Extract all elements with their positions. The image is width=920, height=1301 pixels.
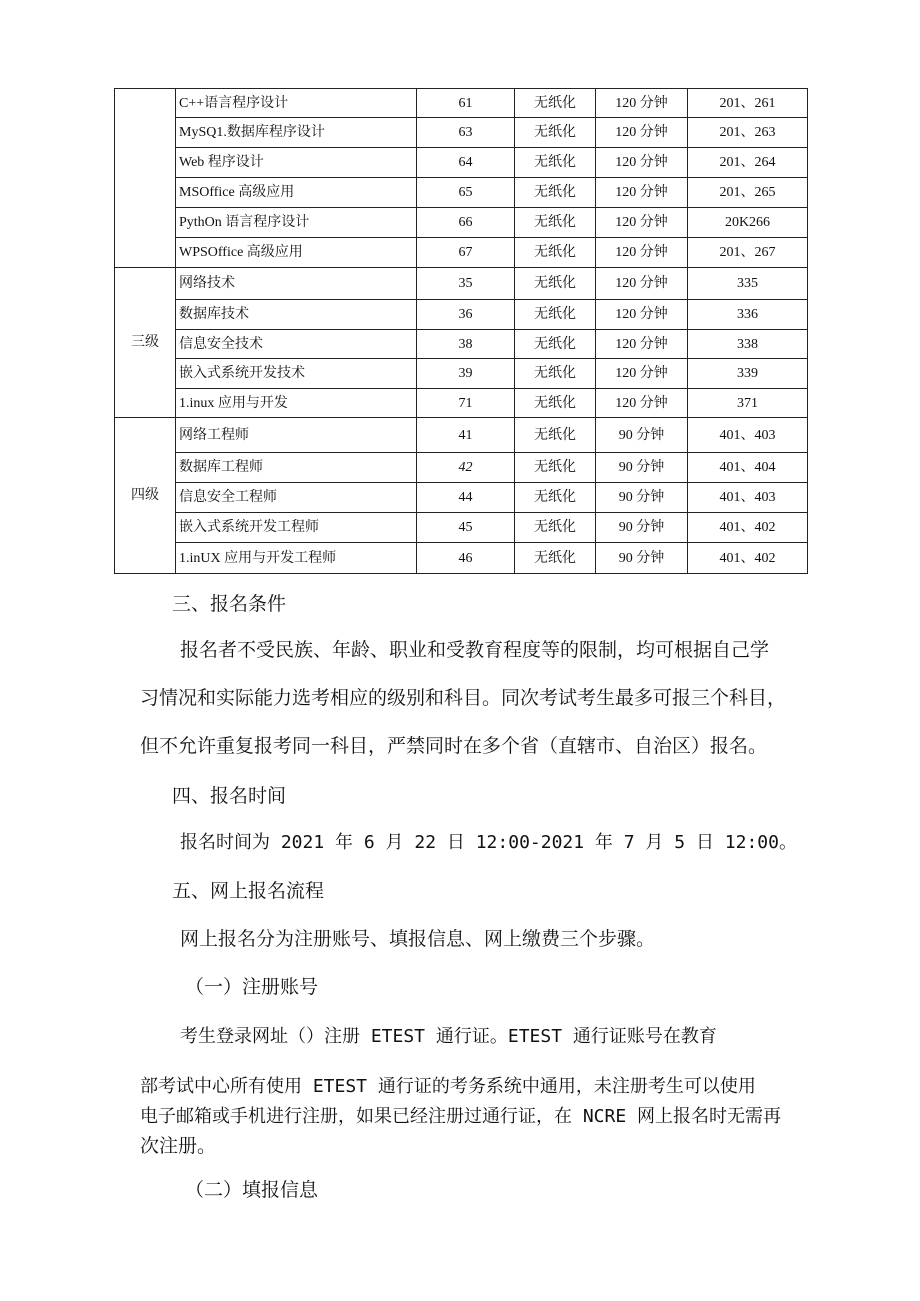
exam-duration: 120 分钟 [596, 148, 688, 178]
table-row [115, 268, 808, 300]
exam-combo: 401、403 [688, 483, 808, 513]
subject-code: 42 [417, 453, 515, 483]
exam-mode: 无纸化 [515, 148, 596, 178]
exam-duration: 90 分钟 [596, 453, 688, 483]
subject-code: 44 [417, 483, 515, 513]
subject-code: 46 [417, 543, 515, 574]
subject-name: MySQ1.数据库程序设计 [176, 118, 417, 148]
exam-duration: 120 分钟 [596, 89, 688, 118]
paragraph-line: 次注册。 [140, 1135, 217, 1157]
subject-code: 65 [417, 178, 515, 208]
exam-combo: 201、263 [688, 118, 808, 148]
exam-mode: 无纸化 [515, 330, 596, 359]
table-row [115, 513, 808, 543]
exam-combo: 201、267 [688, 238, 808, 268]
subject-code: 45 [417, 513, 515, 543]
exam-duration: 120 分钟 [596, 389, 688, 418]
section-heading-online-process: 五、网上报名流程 [172, 880, 325, 902]
subject-name: 数据库技术 [176, 300, 417, 330]
subject-code: 63 [417, 118, 515, 148]
exam-mode: 无纸化 [515, 389, 596, 418]
exam-combo: 201、261 [688, 89, 808, 118]
exam-combo: 201、265 [688, 178, 808, 208]
section-heading-registration-conditions: 三、报名条件 [172, 593, 287, 615]
subject-name: 网络工程师 [176, 418, 417, 453]
exam-mode: 无纸化 [515, 178, 596, 208]
exam-mode: 无纸化 [515, 300, 596, 330]
subject-code: 64 [417, 148, 515, 178]
subject-code: 67 [417, 238, 515, 268]
exam-combo: 335 [688, 268, 808, 300]
subject-code: 71 [417, 389, 515, 418]
subject-name: 信息安全工程师 [176, 483, 417, 513]
exam-duration: 120 分钟 [596, 330, 688, 359]
table-row [115, 418, 808, 453]
subject-code: 39 [417, 359, 515, 389]
subject-name: Web 程序设计 [176, 148, 417, 178]
exam-duration: 90 分钟 [596, 483, 688, 513]
exam-mode: 无纸化 [515, 208, 596, 238]
exam-combo: 201、264 [688, 148, 808, 178]
section-heading-registration-time: 四、报名时间 [172, 785, 287, 807]
subject-name: 网络技术 [176, 268, 417, 300]
exam-combo: 401、402 [688, 543, 808, 574]
subject-name: MSOffice 高级应用 [176, 178, 417, 208]
exam-combo: 338 [688, 330, 808, 359]
exam-duration: 120 分钟 [596, 268, 688, 300]
paragraph-line: 但不允许重复报考同一科目，严禁同时在多个省（直辖市、自治区）报名。 [140, 735, 768, 757]
exam-combo: 401、402 [688, 513, 808, 543]
exam-mode: 无纸化 [515, 543, 596, 574]
exam-combo: 336 [688, 300, 808, 330]
exam-mode: 无纸化 [515, 238, 596, 268]
table-row [115, 359, 808, 389]
subject-name: PythOn 语言程序设计 [176, 208, 417, 238]
exam-duration: 120 分钟 [596, 208, 688, 238]
table-row [115, 543, 808, 574]
table-row [115, 453, 808, 483]
subject-name: C++语言程序设计 [176, 89, 417, 118]
table-row [115, 89, 808, 118]
paragraph-line: 考生登录网址（）注册 ETEST 通行证。ETEST 通行证账号在教育 [180, 1026, 717, 1047]
table-row [115, 148, 808, 178]
exam-combo: 401、403 [688, 418, 808, 453]
subject-name: 信息安全技术 [176, 330, 417, 359]
subject-code: 66 [417, 208, 515, 238]
subject-code: 35 [417, 268, 515, 300]
subject-code: 36 [417, 300, 515, 330]
exam-mode: 无纸化 [515, 118, 596, 148]
exam-mode: 无纸化 [515, 268, 596, 300]
table-row [115, 389, 808, 418]
exam-duration: 120 分钟 [596, 178, 688, 208]
registration-time-text: 报名时间为 2021 年 6 月 22 日 12:00-2021 年 7 月 5 日 12:00。 [180, 832, 797, 853]
exam-combo: 371 [688, 389, 808, 418]
subject-name: 1.inux 应用与开发 [176, 389, 417, 418]
exam-duration: 120 分钟 [596, 118, 688, 148]
subject-name: 1.inUX 应用与开发工程师 [176, 543, 417, 574]
exam-duration: 120 分钟 [596, 359, 688, 389]
subject-name: WPSOffice 高级应用 [176, 238, 417, 268]
exam-duration: 120 分钟 [596, 300, 688, 330]
exam-mode: 无纸化 [515, 418, 596, 453]
table-row [115, 178, 808, 208]
table-row [115, 208, 808, 238]
exam-mode: 无纸化 [515, 513, 596, 543]
subject-name: 嵌入式系统开发技术 [176, 359, 417, 389]
exam-duration: 90 分钟 [596, 543, 688, 574]
paragraph-line: 部考试中心所有使用 ETEST 通行证的考务系统中通用，未注册考生可以使用 [140, 1076, 756, 1097]
table-row [115, 300, 808, 330]
subsection-heading-register-account: （一）注册账号 [185, 976, 319, 998]
paragraph-line: 网上报名分为注册账号、填报信息、网上缴费三个步骤。 [180, 928, 656, 950]
level-cell [115, 89, 176, 268]
table-row [115, 330, 808, 359]
subject-code: 41 [417, 418, 515, 453]
subsection-heading-fill-info: （二）填报信息 [185, 1179, 319, 1201]
exam-duration: 120 分钟 [596, 238, 688, 268]
paragraph-line: 电子邮箱或手机进行注册，如果已经注册过通行证，在 NCRE 网上报名时无需再 [140, 1106, 782, 1127]
exam-mode: 无纸化 [515, 483, 596, 513]
exam-mode: 无纸化 [515, 359, 596, 389]
exam-mode: 无纸化 [515, 453, 596, 483]
subject-code: 61 [417, 89, 515, 118]
subject-name: 嵌入式系统开发工程师 [176, 513, 417, 543]
exam-mode: 无纸化 [515, 89, 596, 118]
level-cell: 三级 [115, 268, 176, 418]
subject-code: 38 [417, 330, 515, 359]
table-row [115, 238, 808, 268]
level-cell: 四级 [115, 418, 176, 574]
exam-subjects-table [114, 88, 808, 574]
subject-name: 数据库工程师 [176, 453, 417, 483]
exam-combo: 401、404 [688, 453, 808, 483]
table-row [115, 118, 808, 148]
table-row [115, 483, 808, 513]
paragraph-line: 习情况和实际能力选考相应的级别和科目。同次考试考生最多可报三个科目， [140, 687, 787, 709]
exam-combo: 339 [688, 359, 808, 389]
exam-combo: 20K266 [688, 208, 808, 238]
exam-duration: 90 分钟 [596, 418, 688, 453]
exam-duration: 90 分钟 [596, 513, 688, 543]
paragraph-line: 报名者不受民族、年龄、职业和受教育程度等的限制，均可根据自己学 [180, 639, 770, 661]
